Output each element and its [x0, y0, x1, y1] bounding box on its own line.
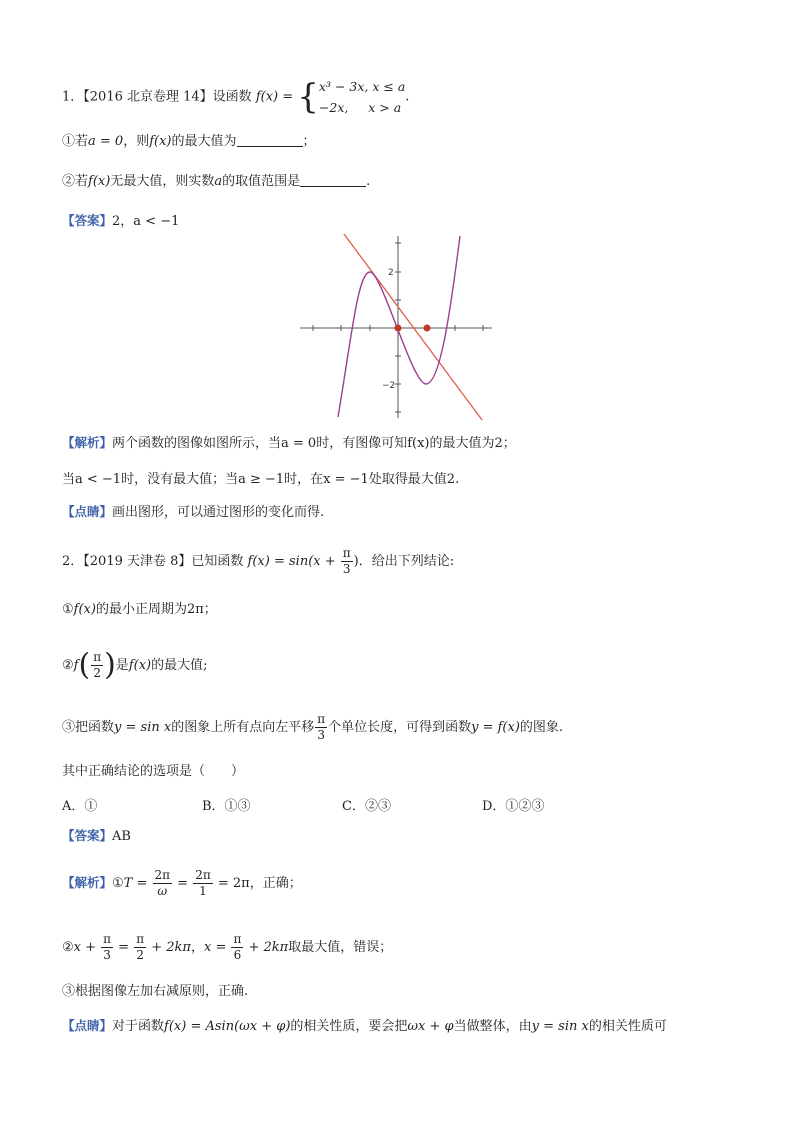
q2-tip: 【点睛】对于函数f(x) = Asin(ωx + φ)的相关性质，要会把ωx + φ当做整体，由y = sin x的相关性质可	[62, 1018, 667, 1034]
answer-blank	[237, 132, 303, 147]
tick-label-neg2: −2	[382, 381, 396, 391]
explanation-tag: 【解析】	[62, 875, 113, 890]
q2-statement-1: ①f(x)的最小正周期为2π；	[62, 602, 217, 617]
tip-tag: 【点睛】	[62, 504, 113, 519]
q1-part1: ①若a = 0，则f(x)的最大值为 ；	[62, 134, 316, 149]
q2-stem: 2．【2019 天津卷 8】已知函数 f(x) = sin(x + $\frac{\pi}{3}$ )．给出下列结论:	[62, 546, 455, 576]
tick-label-2: 2	[388, 268, 394, 278]
q1-part2: ②若f(x)无最大值，则实数a的取值范围是 .	[62, 174, 371, 189]
answer-tag: 【答案】	[62, 213, 113, 228]
function-graph	[300, 234, 496, 420]
q1-explanation-1: 【解析】两个函数的图像如图所示，当a = 0时，有图像可知f(x)的最大值为2；	[62, 435, 516, 451]
q2-explanation-1: 【解析】①T = $\frac{2\pi}{\omega}$ = $\frac{2\pi}{1}$ = 2π，正确；	[62, 868, 302, 898]
answer-blank	[300, 172, 366, 187]
q1-tip: 【点睛】画出图形，可以通过图形的变化而得.	[62, 504, 325, 520]
q2-source: 2．【2019 天津卷 8】已知函数	[62, 554, 244, 569]
q2-question: 其中正确结论的选项是（ ）	[62, 764, 245, 779]
option-c[interactable]: C．②③	[342, 799, 391, 814]
q1-explanation-2: 当a < −1时，没有最大值；当a ≥ −1时，在x = −1处取得最大值2.	[62, 472, 460, 487]
origin-point	[395, 325, 402, 332]
explanation-tag: 【解析】	[62, 435, 113, 450]
q1-source: 1．【2016 北京卷理 14】设函数	[62, 89, 252, 105]
q2-explanation-3: ③根据图像左加右减原则，正确.	[62, 984, 249, 999]
option-d[interactable]: D．①②③	[482, 799, 545, 814]
q2-answer: 【答案】AB	[62, 828, 131, 844]
option-a[interactable]: A．①	[62, 799, 98, 814]
q2-statement-2: ②f( $\frac{\pi}{2}$ )是f(x)的最大值;	[62, 647, 208, 683]
q2-explanation-2: ②x + $\frac{\pi}{3}$ = $\frac{\pi}{2}$ + 2kπ，x = $\frac{\pi}{6}$ + 2kπ取最大值，错误；	[62, 932, 393, 962]
root-point	[424, 325, 431, 332]
tip-tag: 【点睛】	[62, 1018, 113, 1033]
q2-statement-3: ③把函数y = sin x的图象上所有点向左平移 $\frac{\pi}{3}$ 个单位长度，可得到函数y = f(x)的图象.	[62, 712, 564, 742]
answer-tag: 【答案】	[62, 828, 113, 843]
line-y-neg2x	[341, 234, 488, 420]
option-b[interactable]: B．①③	[202, 799, 251, 814]
q1-stem: 1．【2016 北京卷理 14】设函数 f(x) = {x³ − 3x, x ≤ a −2x, x > a.	[62, 77, 410, 117]
q1-answer: 【答案】2，a < −1	[62, 213, 180, 229]
piecewise-brace: {	[297, 77, 319, 117]
piecewise-cases: x³ − 3x, x ≤ a −2x, x > a	[318, 79, 406, 115]
q1-function: f(x) =	[255, 89, 298, 105]
